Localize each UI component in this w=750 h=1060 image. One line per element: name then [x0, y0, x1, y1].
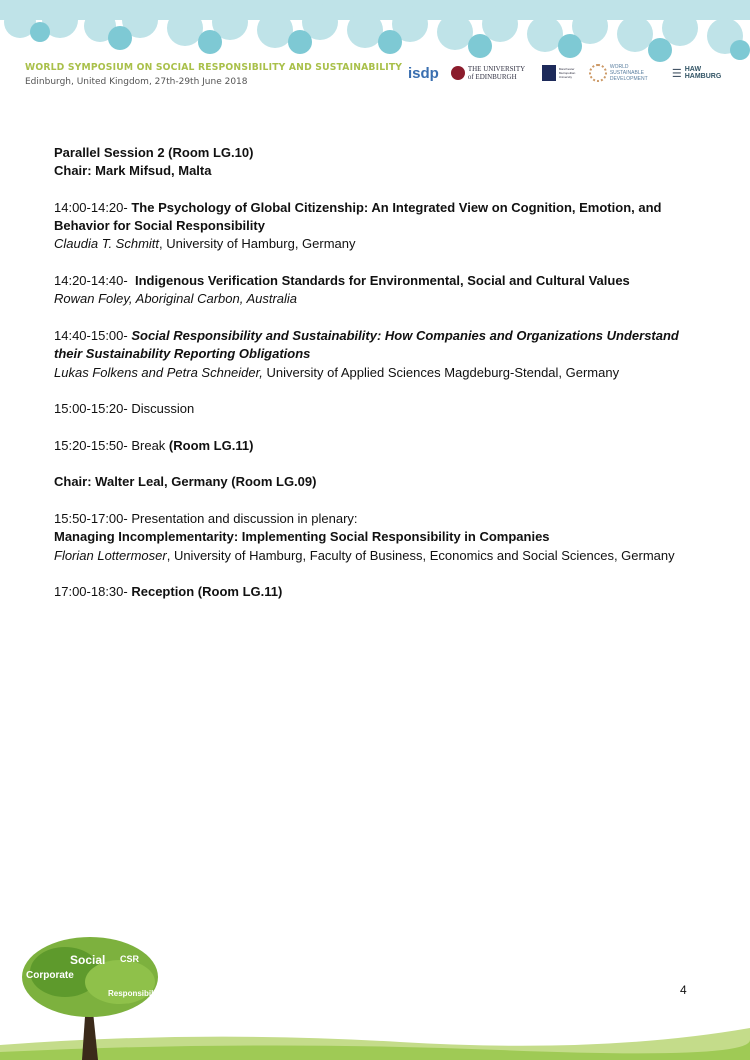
session-programme: [54, 144, 694, 620]
wsd-logo: WORLD SUSTAINABLE DEVELOPMENT: [589, 64, 660, 82]
edinburgh-logo: THE UNIVERSITY of EDINBURGH: [451, 65, 530, 81]
symposium-subtitle: Edinburgh, United Kingdom, 27th-29th June 2018: [25, 77, 248, 87]
page-number: 4: [680, 983, 687, 997]
break: 15:20-15:50- Break (Room LG.11): [54, 437, 254, 453]
talk-item: 14:20-14:40- Indigenous Verification Standards for Environmental, Social and Cultural Values Rowan Foley, Aboriginal Carbon, Australia: [54, 273, 630, 307]
svg-text:Social: Social: [70, 953, 106, 967]
partner-logos: [408, 64, 722, 82]
talk-item: 14:00-14:20- The Psychology of Global Citizenship: An Integrated View on Cognition, Emotion, and Behavior for Social Responsibility Claudia T. Schmitt, University of Hamburg, Germany: [54, 199, 662, 252]
csr-tree-logo: [20, 932, 165, 1060]
talk-item: 14:40-15:00- Social Responsibility and Sustainability: How Companies and Organizations Understand their Sustainability Reporting Obligations Lukas Folkens and Petra Schneider, University of Applied Sciences Magdeburg-Stendal, Germany: [54, 327, 679, 380]
symposium-title: WORLD SYMPOSIUM ON SOCIAL RESPONSIBILITY AND SUSTAINABILITY: [25, 62, 403, 73]
session-title: Parallel Session 2 (Room LG.10): [54, 145, 254, 160]
isdp-logo: isdp: [408, 64, 439, 82]
svg-text:Responsibility: Responsibility: [108, 989, 163, 998]
reception: 17:00-18:30- Reception (Room LG.11): [54, 584, 283, 600]
discussion: 15:00-15:20- Discussion: [54, 401, 195, 417]
svg-text:CSR: CSR: [120, 954, 140, 964]
second-chair: Chair: Walter Leal, Germany (Room LG.09): [54, 474, 317, 490]
plenary: 15:50-17:00- Presentation and discussion in plenary: Managing Incomplementarity: Implementing Social Responsibility in Companies Florian Lottermoser, University of Hamburg, Faculty of Business, Economics and Social Sciences, Germany: [54, 510, 675, 563]
haw-logo: ☰ HAW HAMBURG: [671, 66, 722, 80]
svg-text:Corporate: Corporate: [26, 970, 74, 981]
session-chair: Chair: Mark Mifsud, Malta: [54, 163, 212, 179]
mmu-logo: Manchester Metropolitan University: [542, 65, 577, 81]
